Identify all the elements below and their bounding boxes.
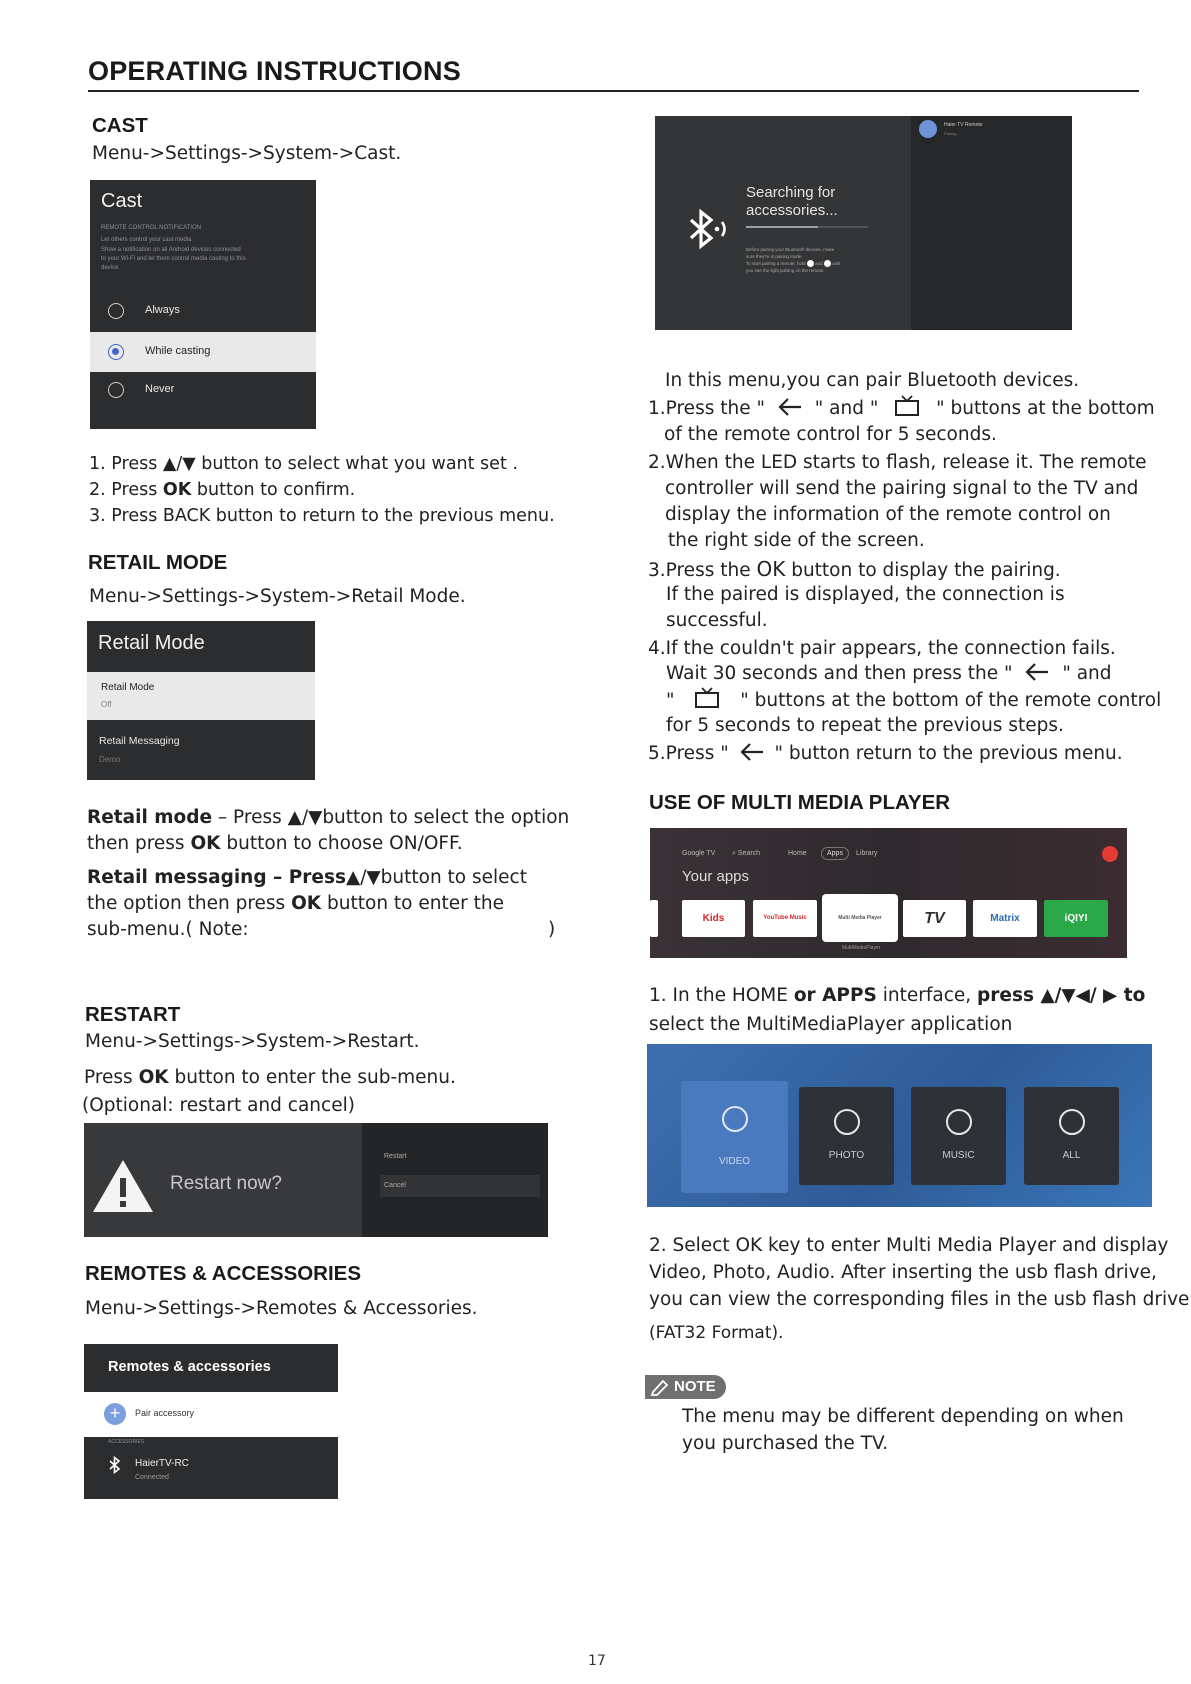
- pairing-step-5: 5.Press " " button return to the previous menu.: [648, 743, 1123, 764]
- pairing-step-1: 1.Press the " " and " " buttons at the bottom: [648, 395, 1155, 422]
- remotes-heading: REMOTES & ACCESSORIES: [85, 1262, 362, 1285]
- pairing-intro: In this menu,you can pair Bluetooth devices.: [665, 370, 1080, 391]
- nav-google-tv[interactable]: Google TV: [682, 850, 716, 857]
- pairing-step-3-cont: If the paired is displayed, the connection is: [666, 584, 1065, 605]
- cast-step-1: 1. Press ▲/▼ button to select what you want set .: [89, 454, 518, 474]
- profile-avatar[interactable]: [1102, 846, 1118, 862]
- restart-heading: RESTART: [85, 1003, 181, 1026]
- app-iqiyi[interactable]: iQIYI: [1044, 900, 1108, 937]
- restart-optional: (Optional: restart and cancel): [82, 1095, 355, 1116]
- pairing-step-2-cont: display the information of the remote control on: [665, 504, 1111, 525]
- app-youtube-music[interactable]: YouTube Music: [753, 900, 817, 937]
- bluetooth-icon: [108, 1456, 122, 1474]
- your-apps-title: Your apps: [682, 868, 750, 885]
- nav-search[interactable]: ⌕ Search: [732, 850, 761, 857]
- tile-video[interactable]: VIDEO: [681, 1081, 788, 1193]
- mmp-step-1-cont: select the MultiMediaPlayer application: [649, 1014, 1013, 1035]
- pairing-step-2-cont: controller will send the pairing signal to the TV and: [665, 478, 1139, 499]
- restart-options-panel: [362, 1123, 548, 1237]
- mmp-step-2: 2. Select OK key to enter Multi Media Player and display: [649, 1235, 1169, 1256]
- retail-path: Menu->Settings->System->Retail Mode.: [89, 586, 466, 607]
- title-rule: [88, 90, 1139, 92]
- cast-path: Menu->Settings->System->Cast.: [92, 143, 402, 164]
- searching-title: Searching for accessories...: [746, 184, 838, 219]
- remotes-screen-title: Remotes & accessories: [108, 1359, 271, 1375]
- grid-icon: [1059, 1109, 1085, 1135]
- page-number: 17: [588, 1653, 606, 1669]
- remotes-path: Menu->Settings->Remotes & Accessories.: [85, 1298, 478, 1319]
- up-down-arrows-icon: ▲/▼: [162, 454, 196, 474]
- retail-msg-desc-3: sub-menu.( Note:: [87, 919, 249, 940]
- retail-messaging-row[interactable]: Retail Messaging Demo: [99, 735, 180, 764]
- nav-library[interactable]: Library: [856, 850, 878, 857]
- back-button-icon: [807, 260, 814, 267]
- app-kids[interactable]: Kids: [682, 900, 745, 937]
- retail-msg-close: ): [548, 919, 556, 940]
- retail-heading: RETAIL MODE: [88, 551, 228, 574]
- mmp-step-2-cont: (FAT32 Format).: [649, 1323, 784, 1343]
- mmp-step-2-cont: you can view the corresponding files in the usb flash drive: [649, 1289, 1190, 1310]
- pairing-step-1-cont: of the remote control for 5 seconds.: [664, 424, 997, 445]
- cast-screen-desc: device: [101, 265, 119, 271]
- restart-path: Menu->Settings->System->Restart.: [85, 1031, 420, 1052]
- pairing-step-4-cont: Wait 30 seconds and then press the " " and: [666, 663, 1112, 684]
- restart-prompt: Restart now?: [170, 1173, 282, 1194]
- tile-music[interactable]: MUSIC: [911, 1087, 1006, 1185]
- mmp-heading: USE OF MULTI MEDIA PLAYER: [649, 791, 951, 814]
- retail-mode-desc: Retail mode – Press ▲/▼button to select the option: [87, 807, 570, 828]
- back-arrow-icon: [739, 742, 765, 762]
- cast-heading: CAST: [92, 114, 148, 137]
- retail-screen-title: Retail Mode: [98, 632, 205, 654]
- mmp-step-1: 1. In the HOME or APPS interface, press ▲/▼◀/ ▶ to: [649, 985, 1146, 1006]
- pairing-step-2-cont: the right side of the screen.: [668, 530, 925, 551]
- tv-icon: [694, 687, 720, 709]
- app-partial[interactable]: [650, 900, 658, 937]
- home-apps-screen: [650, 828, 1127, 958]
- pairing-step-4-cont: " " buttons at the bottom of the remote control: [666, 687, 1161, 714]
- restart-screen: [84, 1123, 548, 1237]
- radio-icon: [108, 303, 124, 319]
- pairing-side-panel: Haier TV Remote Pairing...: [911, 116, 1072, 330]
- video-icon: [722, 1106, 748, 1132]
- remotes-screen: [84, 1344, 338, 1499]
- cast-screen-desc: Let others control your cast media: [101, 237, 192, 243]
- retail-msg-desc: Retail messaging – Press▲/▼button to select: [87, 867, 527, 888]
- cast-screen-title: Cast: [101, 190, 143, 212]
- haier-remote-row[interactable]: HaierTV-RC Connected: [84, 1446, 338, 1499]
- tile-all[interactable]: ALL: [1024, 1087, 1119, 1185]
- cast-screen: [90, 180, 316, 429]
- pairing-step-4: 4.If the couldn't pair appears, the connection fails.: [648, 638, 1116, 659]
- remotes-section-label: ACCESSORIES: [108, 1439, 145, 1445]
- app-caption: MultiMediaPlayer: [842, 945, 881, 951]
- plus-icon: +: [104, 1403, 126, 1425]
- note-badge: NOTE: [645, 1375, 726, 1399]
- cast-option-label: Never: [145, 383, 175, 395]
- cast-option-label: While casting: [145, 345, 211, 357]
- note-text-cont: you purchased the TV.: [682, 1433, 889, 1454]
- pairing-hint: Before pairing your Bluetooth devices, make sure they're in pairing mode. To start pairing a remote, hold and until you see the light pulsing on the remote.: [746, 247, 841, 274]
- pairing-step-3: 3.Press the OK button to display the pairing.: [648, 557, 1061, 581]
- cast-screen-desc: to your Wi-Fi and let them control media casting to this: [101, 256, 246, 262]
- cast-screen-section: REMOTE CONTROL NOTIFICATION: [101, 225, 201, 231]
- cast-screen-desc: Show a notification on all Android devices connected: [101, 247, 241, 253]
- retail-screen: [87, 621, 315, 780]
- pencil-icon: [650, 1378, 670, 1396]
- radio-selected-icon: [108, 344, 124, 360]
- warning-icon: [90, 1157, 156, 1215]
- restart-option[interactable]: Restart: [384, 1153, 407, 1160]
- mmp-screen: [647, 1044, 1152, 1207]
- retail-mode-row[interactable]: Retail Mode Off: [87, 672, 315, 720]
- back-arrow-icon: [777, 397, 803, 417]
- pair-accessory-row[interactable]: + Pair accessory: [84, 1392, 338, 1437]
- app-multi-media-player[interactable]: Multi Media Player: [824, 896, 896, 940]
- bluetooth-pairing-screen: [655, 116, 1072, 330]
- retail-msg-desc-2: the option then press OK button to enter the: [87, 893, 504, 914]
- cast-option-always[interactable]: [90, 293, 316, 327]
- cancel-option[interactable]: Cancel: [380, 1175, 540, 1197]
- cast-option-while-casting[interactable]: [90, 332, 316, 372]
- search-progress-fill: [746, 226, 818, 228]
- cast-option-label: Always: [145, 304, 180, 316]
- pairing-step-2: 2.When the LED starts to flash, release it. The remote: [648, 452, 1147, 473]
- radio-icon: [108, 382, 124, 398]
- retail-mode-desc-2: then press OK button to choose ON/OFF.: [87, 833, 463, 854]
- page-title: OPERATING INSTRUCTIONS: [88, 56, 461, 86]
- pairing-step-3-cont: successful.: [666, 610, 768, 631]
- tv-button-icon: [824, 260, 831, 267]
- mmp-step-2-cont: Video, Photo, Audio. After inserting the usb flash drive,: [649, 1262, 1157, 1283]
- nav-home[interactable]: Home: [788, 850, 807, 857]
- search-icon: ⌕: [732, 850, 738, 857]
- note-text: The menu may be different depending on when: [682, 1406, 1124, 1427]
- nav-apps[interactable]: Apps: [821, 847, 849, 860]
- back-arrow-icon: [1024, 662, 1050, 682]
- music-icon: [946, 1109, 972, 1135]
- remote-avatar-icon: [919, 120, 937, 138]
- cast-option-never[interactable]: [90, 373, 316, 407]
- tile-photo[interactable]: PHOTO: [799, 1087, 894, 1185]
- tv-icon: [894, 395, 920, 417]
- bluetooth-searching-icon: [685, 206, 733, 254]
- app-tv[interactable]: TV: [903, 900, 966, 937]
- camera-icon: [834, 1109, 860, 1135]
- cast-step-2: 2. Press OK button to confirm.: [89, 480, 356, 500]
- restart-instruction: Press OK button to enter the sub-menu.: [84, 1067, 456, 1088]
- app-matrix[interactable]: Matrix: [973, 900, 1037, 937]
- pairing-step-4-cont: for 5 seconds to repeat the previous steps.: [666, 715, 1064, 736]
- cast-step-3: 3. Press BACK button to return to the previous menu.: [89, 506, 555, 526]
